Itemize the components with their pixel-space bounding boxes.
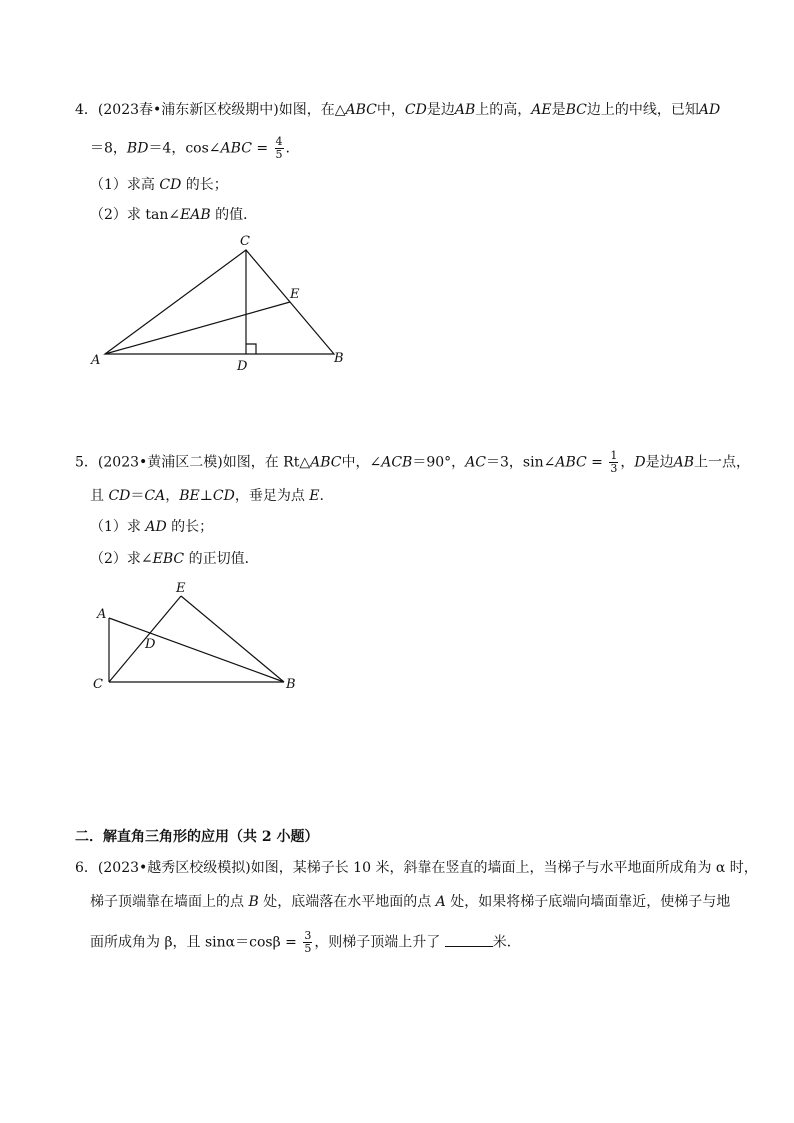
q5-source: (2023•黄浦区二模)	[97, 454, 223, 471]
q6-stem-line2: 梯子顶端靠在墙面上的点 B 处，底端落在水平地面的点 A 处，如果将梯子底端向墙面靠近，使梯子与地	[90, 894, 731, 910]
q6-number: 6．	[75, 860, 98, 876]
section-2-title: 二．解直角三角形的应用（共 2 小题）	[75, 829, 319, 845]
q4-label-e: E	[290, 287, 300, 302]
q6-source: (2023•越秀区校级模拟)	[97, 860, 251, 876]
q4-source: (2023春•浦东新区校级期中)	[97, 102, 279, 118]
q6-stem-line3: 面所成角为 β，且 sinα＝cosβ = $\frac{3}{5}$ ，则梯子顶端上升了 米．	[90, 929, 521, 955]
q5-segment-eb	[181, 596, 284, 682]
q4-part1: （1）求高 CD 的长；	[90, 177, 228, 193]
q4-label-c: C	[240, 234, 250, 249]
q4-number: 4．	[75, 102, 98, 118]
q5-label-c: C	[93, 677, 103, 692]
q4-label-a: A	[91, 353, 101, 368]
q5-part2: （2）求∠EBC 的正切值．	[90, 551, 259, 567]
q4-stem-line2: ＝8，BD＝4，cos∠ABC = $\frac{4}{5}$ .	[90, 135, 290, 161]
q5-part1: （1）求 AD 的长；	[90, 519, 214, 535]
q5-fraction: $\frac{1}{3}$	[610, 449, 618, 475]
q5-label-b: B	[286, 677, 296, 692]
q4-label-d: D	[237, 359, 248, 374]
q4-part2: （2）求 tan∠EAB 的值．	[90, 207, 258, 223]
q4-stem-line1: 4．(2023春•浦东新区校级期中)如图，在△ABC中，CD是边AB上的高，AE是BC边上的中线，已知AD	[75, 102, 721, 118]
q5-label-d: D	[145, 637, 156, 652]
q4-fraction: $\frac{4}{5}$	[275, 135, 283, 161]
q4-label-b: B	[334, 351, 344, 366]
q5-stem-line1: 5．(2023•黄浦区二模)如图，在 Rt△ABC中，∠ACB＝90°，AC＝3，sin∠ABC = $\frac{1}{3}$ ，D是边AB上一点，	[75, 449, 750, 475]
q5-number: 5．	[75, 454, 98, 471]
q5-label-a: A	[97, 607, 107, 622]
q6-fraction: $\frac{3}{5}$	[304, 929, 312, 955]
q6-answer-blank[interactable]	[445, 932, 493, 947]
q5-label-e: E	[176, 581, 186, 596]
q5-stem-line2: 且 CD＝CA，BE⊥CD，垂足为点 E.	[90, 488, 324, 504]
q6-stem-line1: 6．(2023•越秀区校级模拟)如图，某梯子长 10 米，斜靠在竖直的墙面上，当梯子与水平地面所成角为 α 时，	[75, 860, 758, 876]
